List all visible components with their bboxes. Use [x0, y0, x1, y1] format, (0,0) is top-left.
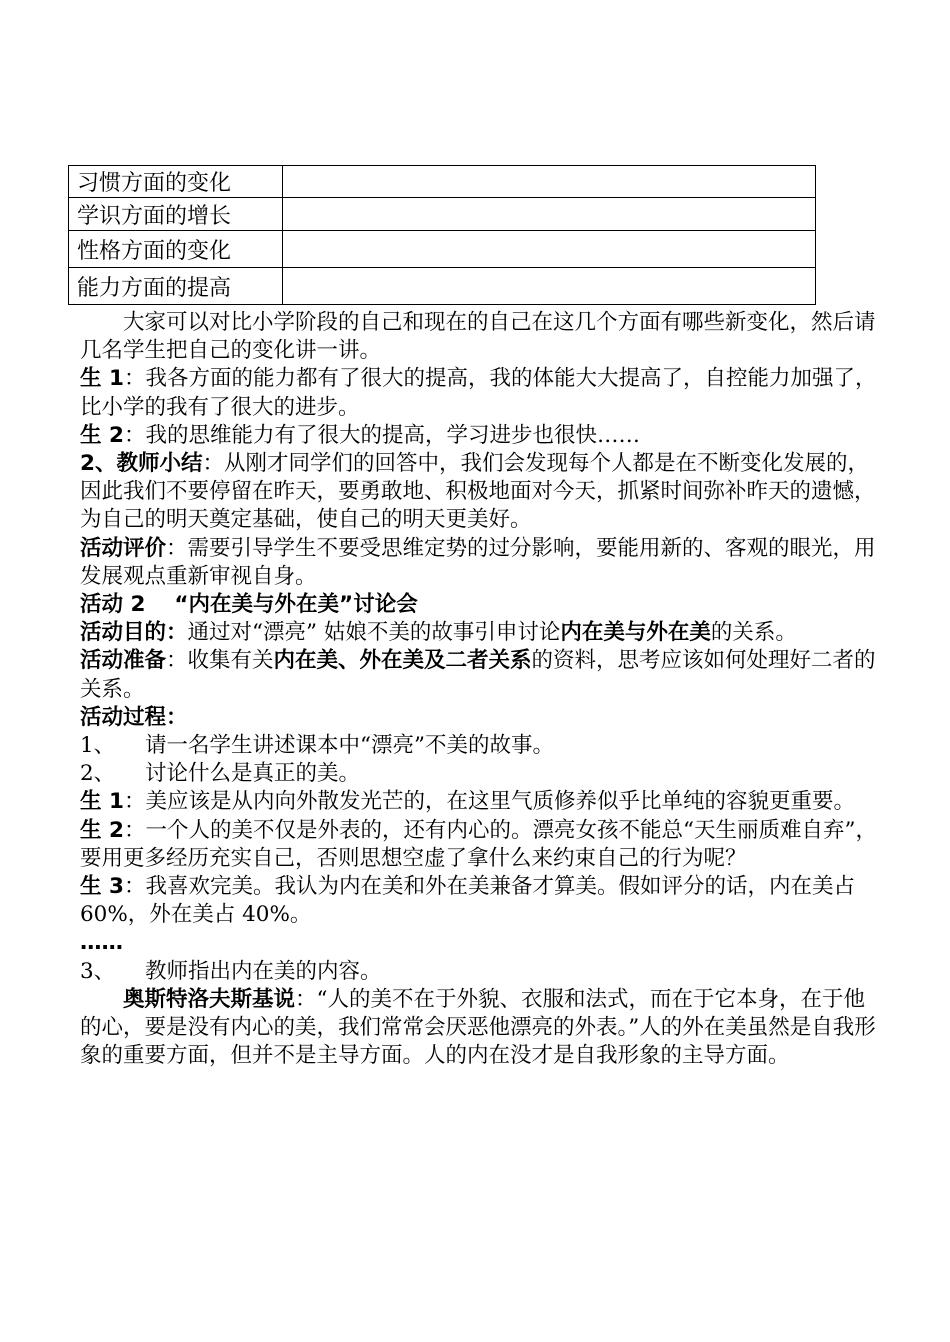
section-label: 活动评价	[80, 535, 167, 561]
process-step-3: 3、 教师指出内在美的内容。	[80, 958, 382, 984]
row-value	[283, 198, 816, 231]
speaker-label: 生 3	[80, 874, 124, 900]
intro-paragraph: 大家可以对比小学阶段的自己和现在的自己在这几个方面有哪些新变化，然后请几名学生把自己的变化讲一讲。	[80, 310, 876, 364]
table-row	[69, 231, 816, 268]
row-label: 习惯方面的变化	[69, 166, 283, 198]
discussion-student-3: 生 3：我喜欢完美。我认为内在美和外在美兼备才算美。假如评分的话，内在美占 60%，外在美占 40%。	[80, 874, 855, 928]
activity-goal: 活动目的：通过对“漂亮” 姑娘不美的故事引申讨论内在美与外在美的关系。	[80, 620, 797, 646]
section-label: 2、教师小结	[80, 451, 203, 477]
section-label: 活动目的：	[80, 620, 188, 646]
row-value	[283, 231, 816, 268]
row-value	[283, 166, 816, 198]
table-row	[69, 198, 816, 231]
activity-2-heading: 活动 2 “内在美与外在美”讨论会	[80, 592, 418, 618]
quote-paragraph: 奥斯特洛夫斯基说：“人的美不在于外貌、衣服和法式，而在于它本身，在于他的心，要是没有内心的美，我们常常会厌恶他漂亮的外表。”人的外在美虽然是自我形象的重要方面，但并不是主导方面。人的内在没才是自我形象的主导方面。	[80, 986, 876, 1069]
activity-preparation: 活动准备：收集有关内在美、外在美及二者关系的资料，思考应该如何处理好二者的关系。	[80, 648, 876, 702]
discussion-student-2: 生 2：一个人的美不仅是外表的，还有内心的。漂亮女孩不能总“天生丽质难自弃”，要用更多经历充实自己，否则思想空虚了拿什么来约束自己的行为呢？	[80, 817, 877, 871]
student-1-answer: 生 1：我各方面的能力都有了很大的提高，我的体能大大提高了，自控能力加强了，比小学的我有了很大的进步。	[80, 366, 877, 420]
section-label: 活动准备	[80, 648, 167, 674]
speaker-label: 生 2	[80, 422, 124, 448]
discussion-student-1: 生 1：美应该是从内向外散发光芒的，在这里气质修养似乎比单纯的容貌更重要。	[80, 789, 855, 815]
process-step-1: 1、 请一名学生讲述课本中“漂亮”不美的故事。	[80, 733, 554, 759]
table-row	[69, 166, 816, 198]
activity-evaluation: 活动评价：需要引导学生不要受思维定势的过分影响，要能用新的、客观的眼光，用发展观点重新审视自身。	[80, 535, 876, 589]
row-value	[283, 268, 816, 305]
table-row	[69, 268, 816, 305]
activity-process-heading: 活动过程：	[80, 704, 188, 730]
document-body	[80, 309, 880, 1070]
process-step-2: 2、 讨论什么是真正的美。	[80, 761, 361, 787]
row-label: 学识方面的增长	[69, 198, 283, 231]
row-label: 性格方面的变化	[69, 231, 283, 268]
teacher-summary: 2、教师小结：从刚才同学们的回答中，我们会发现每个人都是在不断变化发展的，因此我们不要停留在昨天，要勇敢地、积极地面对今天，抓紧时间弥补昨天的遗憾，为自己的明天奠定基础，使自己的明天更美好。	[80, 451, 876, 533]
speaker-label: 生 2	[80, 817, 124, 843]
student-2-answer: 生 2：我的思维能力有了很大的提高，学习进步也很快……	[80, 422, 640, 448]
row-label: 能力方面的提高	[69, 268, 283, 305]
speaker-label: 生 1	[80, 366, 124, 392]
quote-author: 奥斯特洛夫斯基说	[123, 986, 296, 1012]
changes-table	[68, 165, 816, 305]
speaker-label: 生 1	[80, 789, 124, 815]
document-page	[77, 165, 880, 1070]
ellipsis-line: ……	[80, 930, 123, 956]
